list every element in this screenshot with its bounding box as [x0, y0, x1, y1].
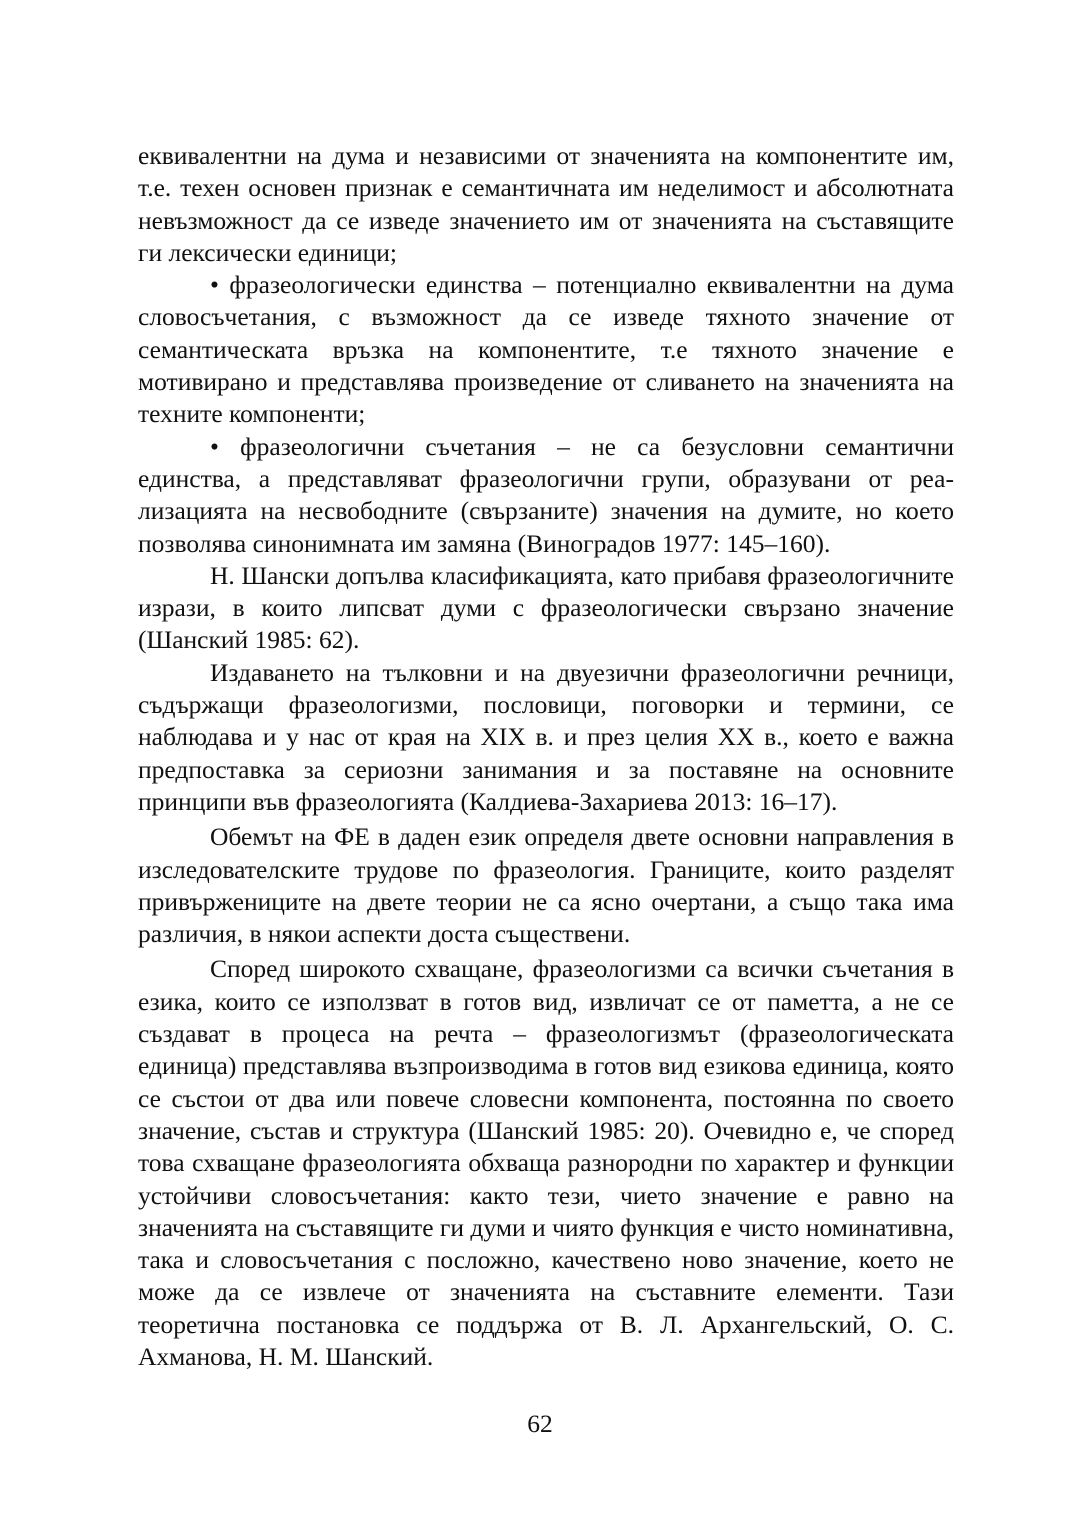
paragraph-broad-understanding: Според широкото схващане, фразеологизми са всички съчетания в езика, които се използват в готов вид, извличат се от паметта, а не се създават в процеса на речта – фразеологизмът (фразеологическата единица) представлява възпроизводима в готов вид езикова единица, която се състои от два или повече словесни компонента, постоянна по своето значение, състав и структура (Шанский 1985: 20). Очевидно е, че според това схващане фразеологията обхваща разнородни по характер и функции устойчиви словосъчетания: както тези, чието значение е равно на значенията на съставящите ги думи и чиято функция е чисто номинативна, така и словосъчетания с посложно, качествено ново значение, което не може да се извлече от значенията на съставните елементи. Тази теоретична постановка се поддържа от В. Л. Архангельский, О. С. Ахманова, Н. М. Шанский. [138, 954, 954, 1371]
paragraph-scope-of-fe: Обемът на ФЕ в даден език определя двете основни направления в изследователските трудове по фразеология. Границите, които разделят привържениците на двете теории не са ясно очертани, а също така има различия, в някои аспекти доста съществени. [138, 822, 954, 949]
paragraph-bullet-phraseological-unities: • фразеологически единства – потенциално еквивалентни на дума словосъчетания, с възможност да се изведе тяхното значение от семантическата връзка на компонентите, т.е тяхното значение е мотивирано и представлява произведение от сливането на значенията на техните компоненти; [138, 270, 954, 429]
body-text [138, 140, 954, 1373]
paragraph-bullet-phraseological-combinations: • фразеологични съчетания – не са безусловни семантични единства, а представляват фразеологични групи, образувани от реализацията на несвободните (свързаните) значения на думите, но което позволява синонимната им замяна (Виноградов 1977: 145–160). [138, 431, 954, 558]
paragraph-continuation: еквивалентни на дума и независими от значенията на компонентите им, т.е. техен основен признак е семантичната им неделимост и абсолютната невъзможност да се изведе значението им от значенията на съставящите ги лексически единици; [138, 141, 954, 267]
paragraph-dictionaries: Издаването на тълковни и на двуезични фразеологични речници, съдържащи фразеологизми, пословици, поговорки и термини, се наблюдава и у нас от края на XIX в. и през целия XX в., което е важна предпоставка за сериозни занимания и за поставяне на основните принципи във фразеологията (Калдиева-Захариева 2013: 16–17). [138, 657, 954, 816]
paragraph-shanski-classification: Н. Шански допълва класификацията, като прибавя фразеологичните изрази, в които липсват думи с фразеологически свързано значение (Шанский 1985: 62). [138, 560, 954, 655]
page-number: 62 [527, 1409, 553, 1438]
